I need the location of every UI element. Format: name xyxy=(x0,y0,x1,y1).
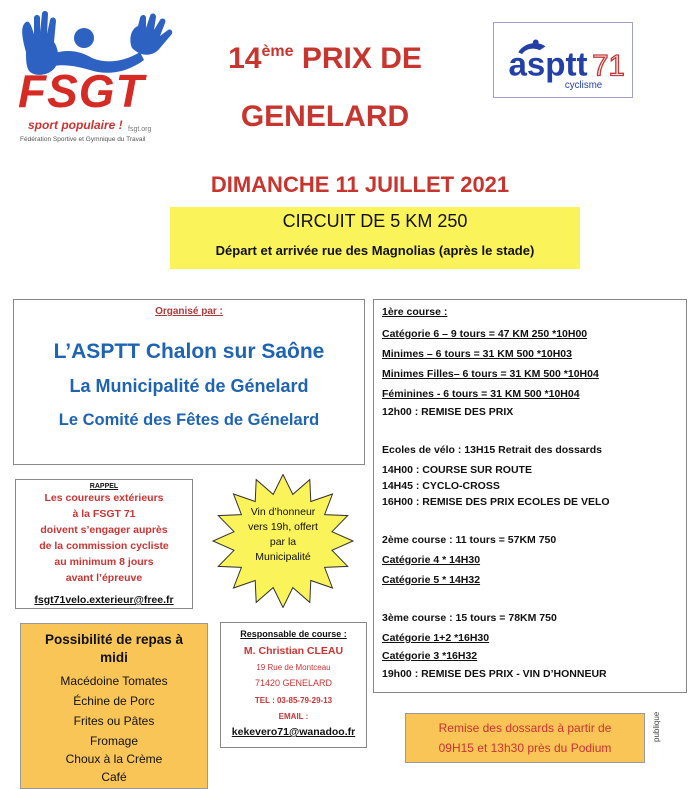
fsgt-letters: FSGT xyxy=(18,65,145,117)
fsgt-subtitle: Fédération Sportive et Gymnique du Travail xyxy=(20,136,146,143)
organizer-line: L’ASPTT Chalon sur Saône xyxy=(53,340,325,363)
rappel-line: à la FSGT 71 xyxy=(72,508,136,520)
remise-line: 09H15 et 13h30 près du Podium xyxy=(438,741,612,755)
circuit-subtitle: Départ et arrivée rue des Magnolias (après le stade) xyxy=(215,243,535,258)
schedule-line: 14H00 : COURSE SUR ROUTE xyxy=(382,464,532,476)
contact-tel: TEL : 03-85-79-29-13 xyxy=(254,696,333,705)
title-suffix: ème xyxy=(261,43,294,60)
meal-item: Frites ou Pâtes xyxy=(73,714,155,728)
rappel-line: au minimum 8 jours xyxy=(54,556,154,568)
fsgt-head-icon xyxy=(74,28,94,48)
asptt-sub-text: cyclisme xyxy=(564,80,603,92)
contact-address: 19 Rue de Montceau xyxy=(256,663,331,672)
schedule-line: Catégorie 1+2 *16H30 xyxy=(382,632,490,644)
meal-box xyxy=(20,623,208,789)
page-title-line2: GENELARD xyxy=(240,100,410,133)
schedule-line: 14H45 : CYCLO-CROSS xyxy=(382,480,500,492)
asptt-main-text: asptt xyxy=(508,46,588,84)
vin-line: Municipalité xyxy=(255,551,311,563)
rappel-line: Les coureurs extérieurs xyxy=(44,492,164,504)
meal-heading: midi xyxy=(100,650,128,665)
organizer-line: Le Comité des Fêtes de Génelard xyxy=(58,411,320,429)
fsgt-url: fsgt.org xyxy=(128,126,152,133)
rappel-box xyxy=(15,479,193,609)
contact-city: 71420 GENELARD xyxy=(254,678,333,688)
meal-item: Fromage xyxy=(89,734,139,748)
rappel-heading: RAPPEL xyxy=(89,483,119,490)
schedule-line: Féminines - 6 tours = 31 KM 500 *10H04 xyxy=(382,388,580,400)
meal-item: Macédoine Tomates xyxy=(60,674,168,688)
meal-item: Choux à la Crème xyxy=(65,752,163,766)
schedule-line: Catégorie 5 * 14H32 xyxy=(382,574,481,586)
circuit-title: CIRCUIT DE 5 KM 250 xyxy=(282,211,468,231)
schedule-line: Minimes Filles– 6 tours = 31 KM 500 *10H04 xyxy=(382,368,599,380)
page-title-line1 xyxy=(190,44,460,74)
vin-line: Vin d’honneur xyxy=(250,506,316,518)
contact-name: M. Christian CLEAU xyxy=(243,645,344,657)
schedule-line: 1ère course : xyxy=(382,306,448,318)
fsgt-tagline: sport populaire ! xyxy=(28,118,123,132)
asptt-number-text: 71 xyxy=(592,50,625,83)
remise-line: Remise des dossards à partir de xyxy=(438,721,612,735)
vin-line: vers 19h, offert xyxy=(248,521,318,533)
rappel-line: doivent s’engager auprès xyxy=(40,524,168,536)
schedule-line: 2ème course : 11 tours = 57KM 750 xyxy=(382,534,557,546)
asptt-logo xyxy=(493,22,633,98)
schedule-line: 12h00 : REMISE DES PRIX xyxy=(382,406,514,418)
event-date: DIMANCHE 11 JUILLET 2021 xyxy=(210,172,510,197)
schedule-line: Catégorie 4 * 14H30 xyxy=(382,554,481,566)
contact-email-link[interactable]: kekevero71@wanadoo.fr xyxy=(231,726,356,738)
schedule-line: 3ème course : 15 tours = 78KM 750 xyxy=(382,612,557,624)
rappel-email-link[interactable]: fsgt71velo.exterieur@free.fr xyxy=(34,594,174,606)
rappel-line: de la commission cycliste xyxy=(39,540,169,552)
vin-line: par la xyxy=(269,536,297,548)
remise-box xyxy=(405,713,645,763)
organizers-heading: Organisé par : xyxy=(155,306,223,317)
schedule-line: 19h00 : REMISE DES PRIX - VIN D’HONNEUR xyxy=(382,668,607,680)
organizer-line: La Municipalité de Génelard xyxy=(69,376,309,396)
side-note: publique xyxy=(652,711,661,742)
schedule-line: Ecoles de vélo : 13H15 Retrait des dossards xyxy=(382,444,603,456)
schedule-line: Minimes – 6 tours = 31 KM 500 *10H03 xyxy=(382,348,572,360)
schedule-line: 16H00 : REMISE DES PRIX ECOLES DE VELO xyxy=(382,496,610,508)
schedule-line: Catégorie 6 – 9 tours = 47 KM 250 *10H00 xyxy=(382,328,588,340)
contact-box xyxy=(220,622,367,748)
title-number: 14 xyxy=(228,42,262,75)
circuit-box xyxy=(170,207,580,269)
meal-item: Café xyxy=(101,770,127,784)
meal-item: Échine de Porc xyxy=(73,694,155,708)
rappel-line: avant l’épreuve xyxy=(65,572,143,584)
contact-heading: Responsable de course : xyxy=(240,629,347,639)
schedule-box xyxy=(373,299,687,693)
schedule-line: Catégorie 3 *16H32 xyxy=(382,650,478,662)
title-rest: PRIX DE xyxy=(293,42,422,75)
fsgt-hand-right-icon xyxy=(130,13,172,54)
organizers-box xyxy=(13,299,365,465)
contact-email-label: EMAIL : xyxy=(278,712,309,721)
meal-heading: Possibilité de repas à xyxy=(44,632,184,647)
